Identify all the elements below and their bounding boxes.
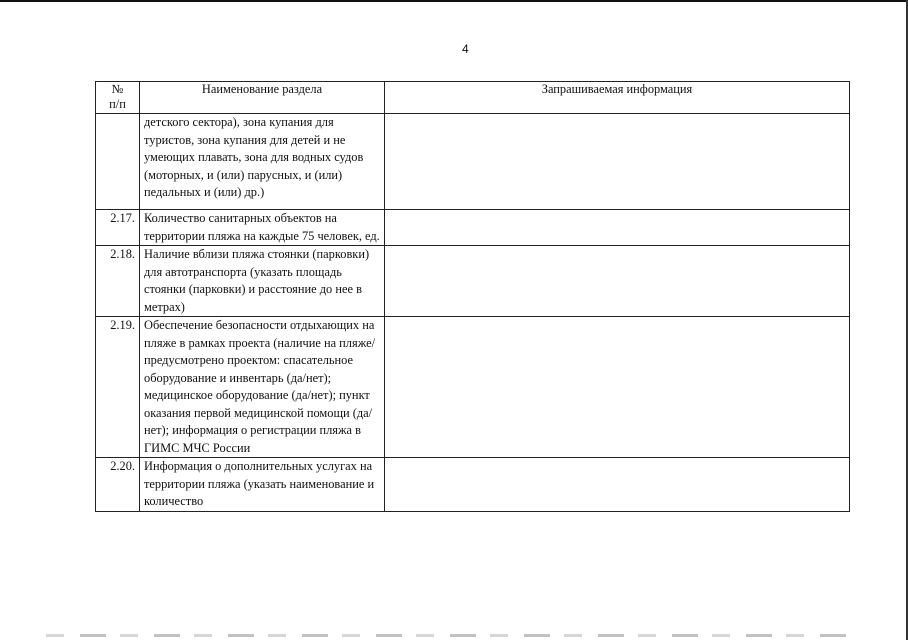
information-table	[95, 81, 850, 512]
row-info-cell[interactable]	[385, 210, 850, 246]
row-section-name: Наличие вблизи пляжа стоянки (парковки) для автотранспорта (указать площадь стоянки (парковки) и расстояние до нее в метрах)	[140, 246, 385, 317]
row-number: 2.20.	[96, 458, 140, 512]
table-row	[96, 114, 850, 210]
row-number: 2.19.	[96, 317, 140, 458]
table-row	[96, 458, 850, 512]
page-number: 4	[462, 42, 469, 56]
header-number	[96, 82, 140, 114]
row-info-cell[interactable]	[385, 317, 850, 458]
header-requested-info: Запрашиваемая информация	[385, 82, 850, 114]
row-section-name: детского сектора), зона купания для туристов, зона купания для детей и не умеющих плавать, зона для водных судов (моторных, и (или) парусных, и (или) педальных и (или) др.)	[140, 114, 385, 210]
row-number: 2.18.	[96, 246, 140, 317]
page-top-border	[0, 0, 908, 2]
header-number-symbol: №	[111, 82, 124, 96]
row-info-cell[interactable]	[385, 246, 850, 317]
scan-artifact-line	[46, 634, 846, 637]
row-section-name: Обеспечение безопасности отдыхающих на пляже в рамках проекта (наличие на пляже/предусмотрено проектом: спасательное оборудование и инвентарь (да/нет); медицинское оборудование (да/нет); пункт оказания первой медицинской помощи (да/нет); информация о регистрации пляжа в ГИМС МЧС России	[140, 317, 385, 458]
row-number: 2.17.	[96, 210, 140, 246]
header-section-name: Наименование раздела	[140, 82, 385, 114]
row-section-name: Количество санитарных объектов на территории пляжа на каждые 75 человек, ед.	[140, 210, 385, 246]
header-number-abbrev: п/п	[109, 97, 126, 111]
row-info-cell[interactable]	[385, 458, 850, 512]
table-row	[96, 246, 850, 317]
row-number	[96, 114, 140, 210]
row-info-cell[interactable]	[385, 114, 850, 210]
table-header-row	[96, 82, 850, 114]
table-row	[96, 210, 850, 246]
row-section-name: Информация о дополнительных услугах на территории пляжа (указать наименование и количество	[140, 458, 385, 512]
table-row	[96, 317, 850, 458]
